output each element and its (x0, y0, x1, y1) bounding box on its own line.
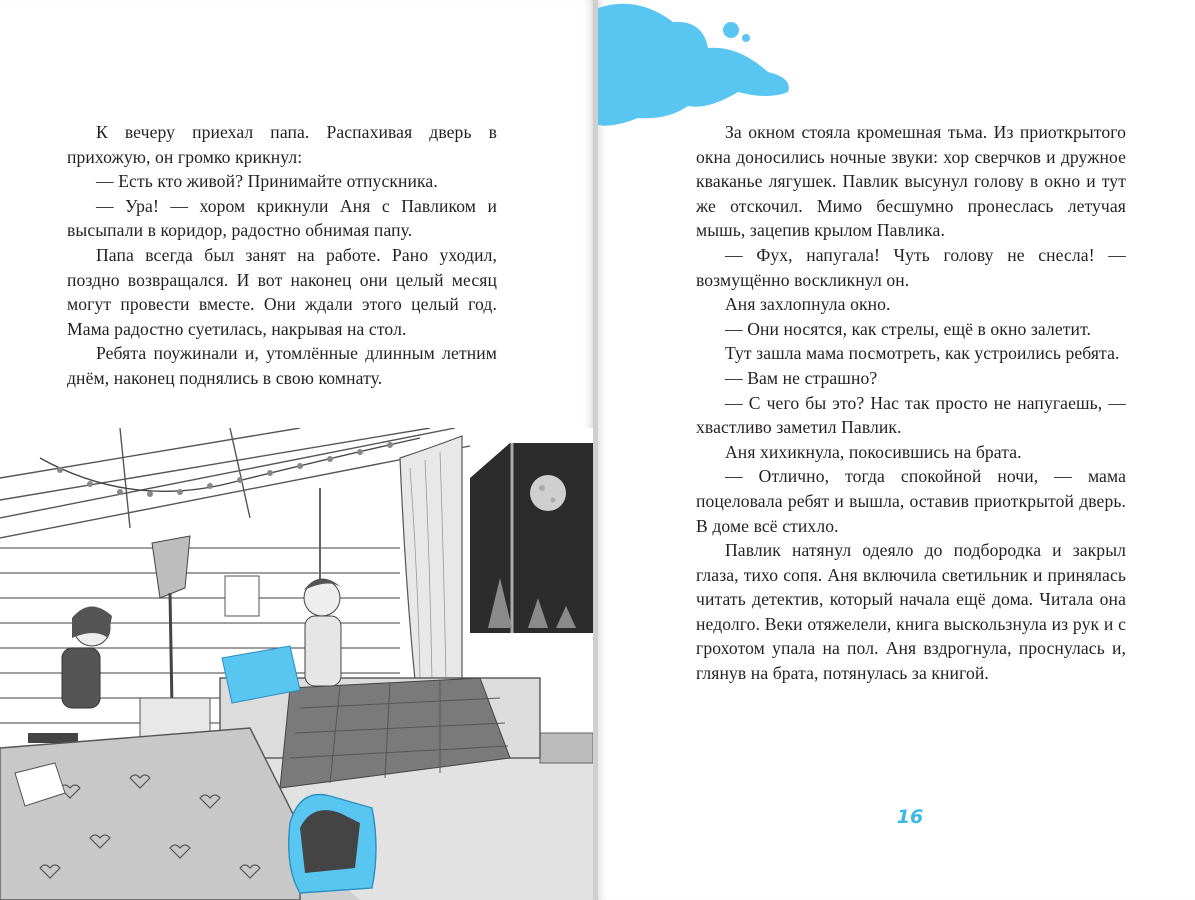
front-bed (0, 728, 300, 900)
paragraph: — С чего бы это? Нас так просто не напугаешь, — хвастливо заметил Павлик. (696, 392, 1126, 438)
paragraph: За окном стояла кромешная тьма. Из приоткрытого окна доносились ночные звуки: хор сверчков и дружное кваканье лягушек. Павлик высунул голову в окно и тут же отскочил. Мимо бесшумно пронеслась летучая мышь, зацепив крылом Павлика. (696, 122, 1126, 241)
paragraph: — Вам не страшно? (725, 367, 878, 388)
bedroom-illustration (0, 428, 593, 900)
paragraph: Тут зашла мама посмотреть, как устроились ребята. (725, 343, 1120, 364)
left-page-text (67, 120, 497, 391)
boy (304, 578, 342, 686)
moon (530, 475, 566, 511)
night-window (470, 443, 593, 633)
paragraph: Папа всегда был занят на работе. Рано уходил, поздно возвращался. И вот наконец они целый месяц могут провести вместе. Они ждали этого целый год. Мама радостно суетилась, накрывая на стол. (67, 244, 497, 339)
paragraph: Ребята поужинали и, утомлённые длинным летним днём, наконец поднялись в свою комнату. (67, 343, 497, 388)
paragraph: — Они носятся, как стрелы, ещё в окно залетит. (725, 318, 1092, 339)
paragraph: — Ура! — хором крикнули Аня с Павликом и высыпали в коридор, радостно обнимая папу. (67, 195, 497, 241)
paragraph: — Фух, напугала! Чуть голову не снесла! — возмущённо воскликнул он. (696, 244, 1126, 290)
paragraph: Аня захлопнула окно. (725, 294, 891, 315)
right-page-text (696, 120, 1126, 686)
cloud-decoration (598, 0, 798, 130)
paragraph: — Есть кто живой? Принимайте отпускника. (96, 171, 438, 192)
paragraph: — Отлично, тогда спокойной ночи, — мама поцеловала ребят и вышла, оставив приоткрытой дверь. В доме всё стихло. (696, 466, 1126, 536)
paragraph: Аня хихикнула, покосившись на брата. (725, 441, 1022, 462)
paragraph: Павлик натянул одеяло до подбородка и закрыл глаза, тихо сопя. Аня включила светильник и принялась читать детектив, который начала ещё дома. Читала она недолго. Веки отяжелели, книга выскользнула из рук и с грохотом упала на пол. Аня вздрогнула, проснулась и, глянув на брата, потянулась за книгой. (696, 540, 1126, 684)
paragraph: К вечеру приехал папа. Распахивая дверь в прихожую, он громко крикнул: (67, 122, 497, 167)
wall-poster (225, 576, 259, 616)
page-number: 16 (896, 806, 924, 828)
backpack (289, 795, 376, 893)
radiator (540, 733, 593, 763)
